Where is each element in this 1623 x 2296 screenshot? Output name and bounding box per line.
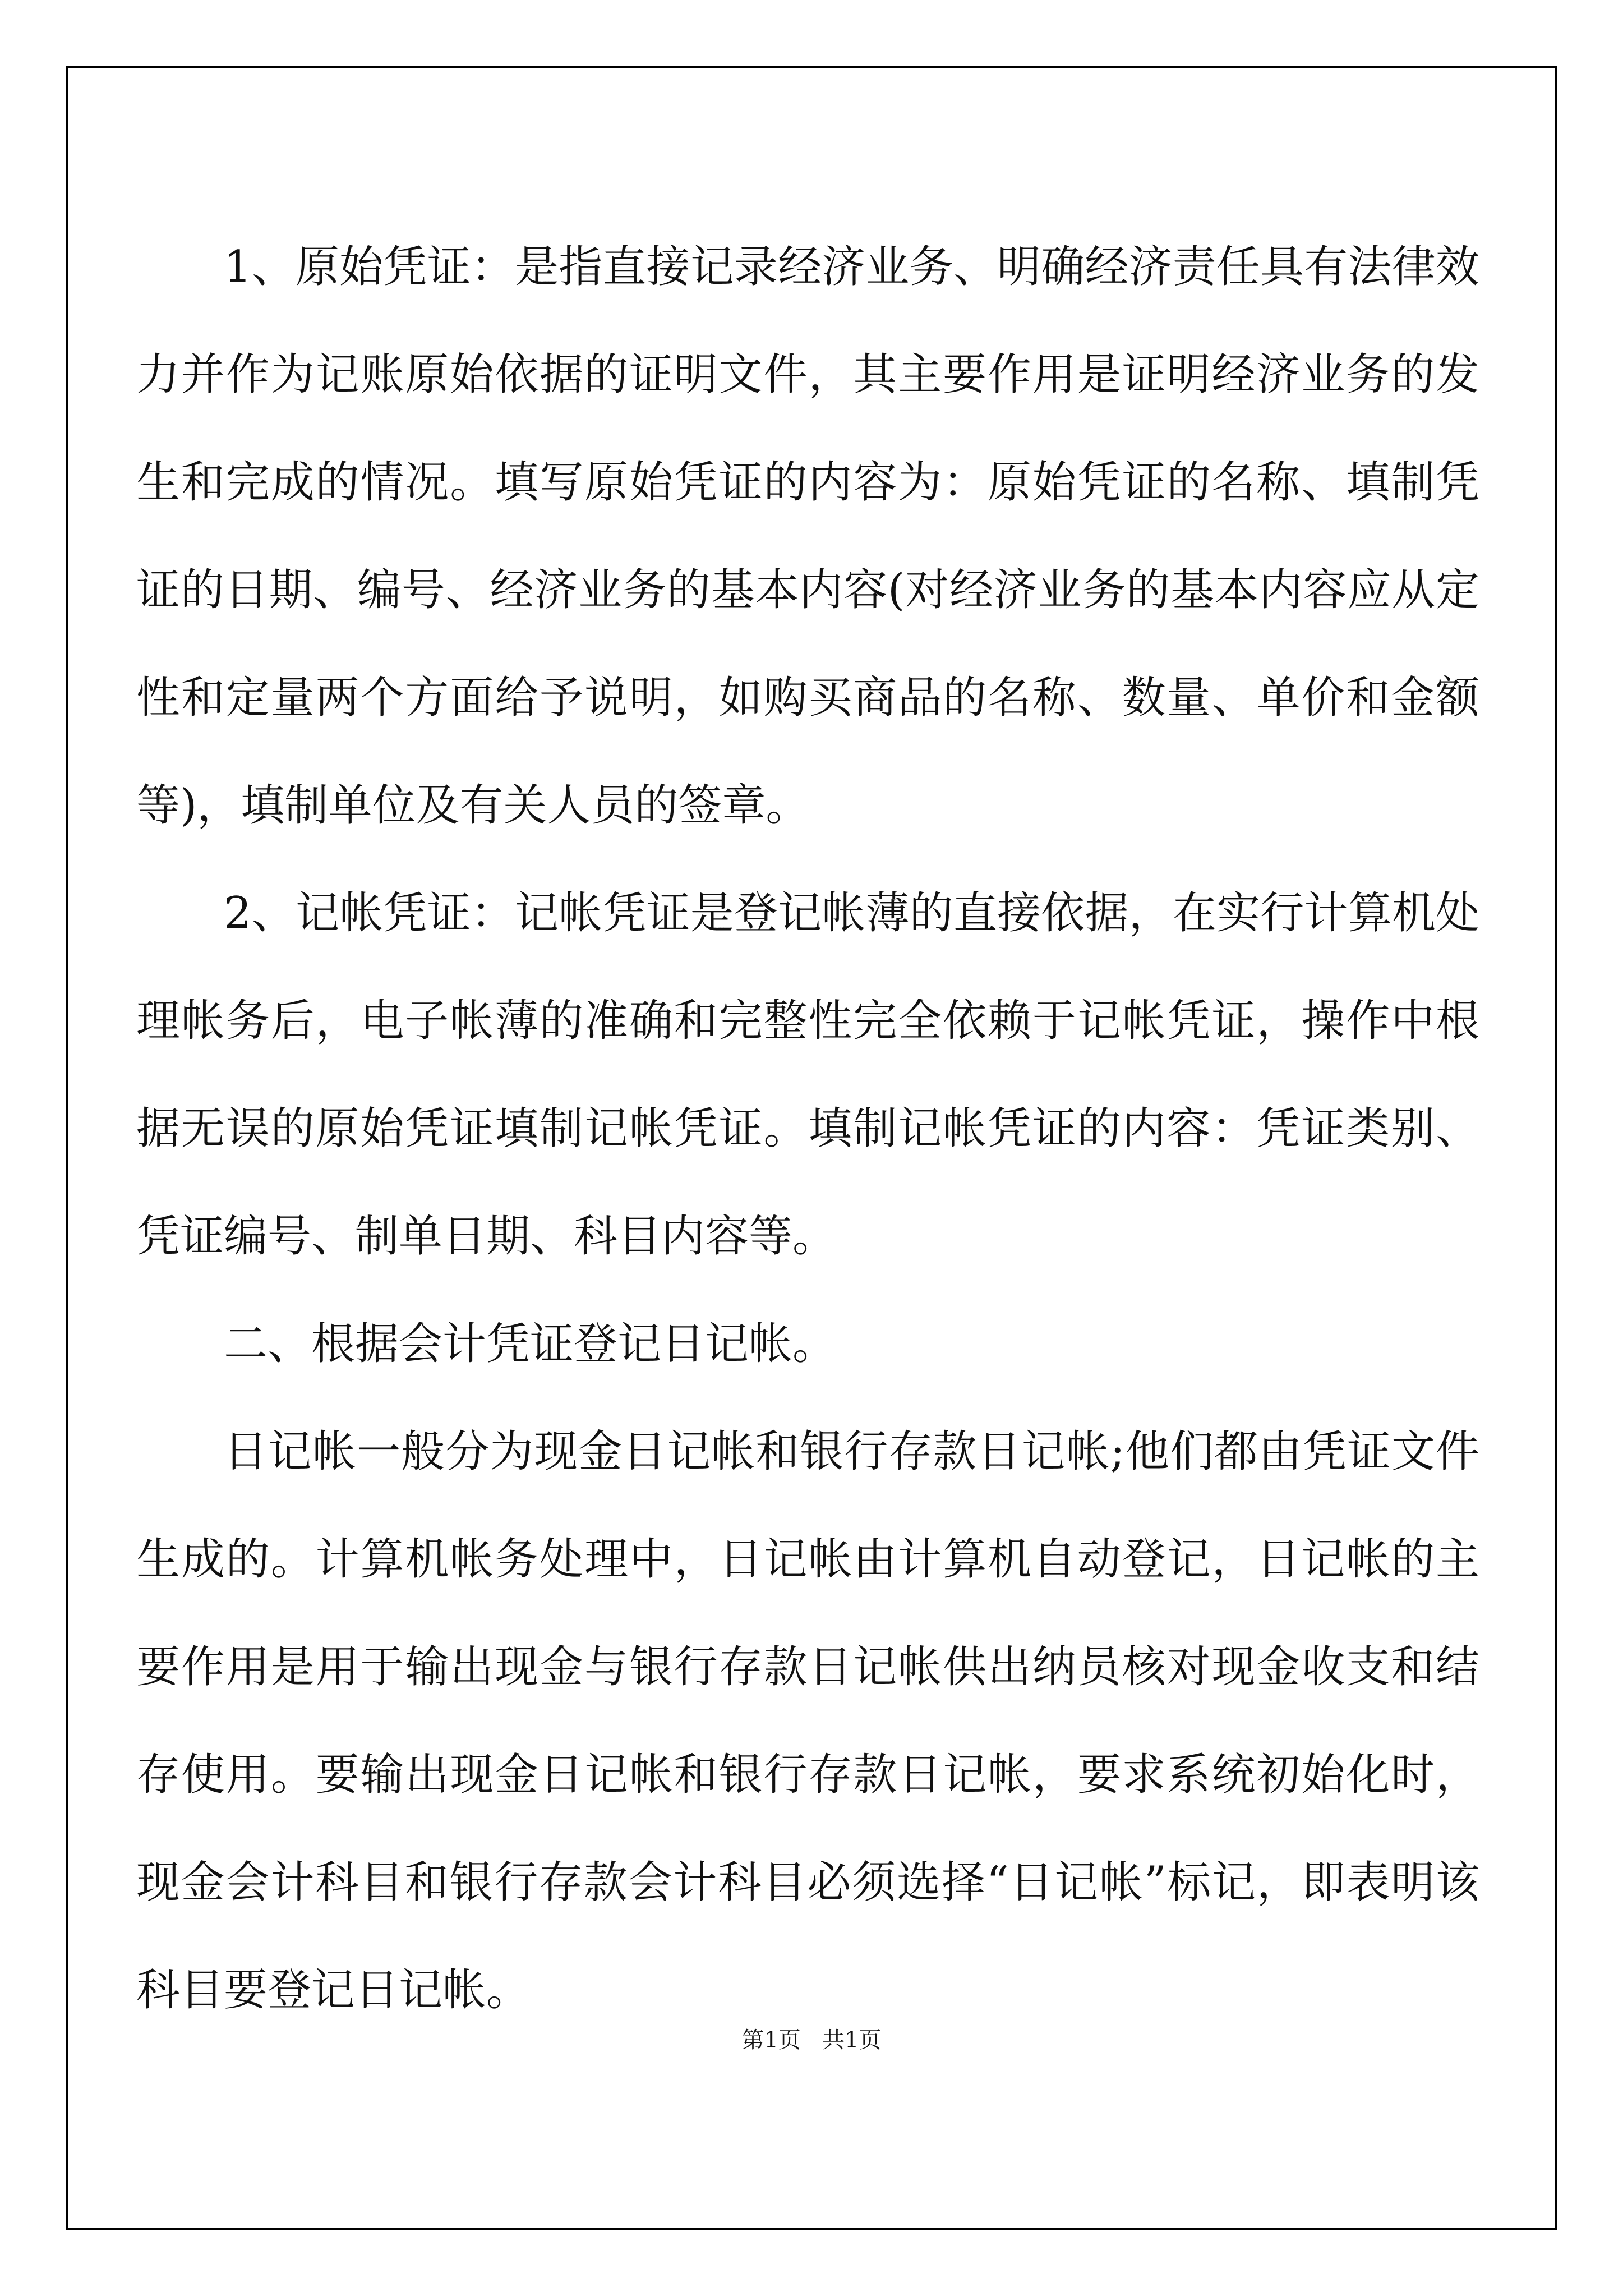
- paragraph-accounting-voucher: 2、记帐凭证：记帐凭证是登记帐薄的直接依据，在实行计算机处理帐务后，电子帐薄的准确和完整性完全依赖于记帐凭证，操作中根据无误的原始凭证填制记帐凭证。填制记帐凭证的内容：凭证类别、凭证编号、制单日期、科目内容等。: [136, 888, 1479, 1262]
- paragraph-journal: 日记帐一般分为现金日记帐和银行存款日记帐;他们都由凭证文件生成的。计算机帐务处理中，日记帐由计算机自动登记，日记帐的主要作用是用于输出现金与银行存款日记帐供出纳员核对现金收支和结存使用。要输出现金日记帐和银行存款日记帐，要求系统初始化时，现金会计科目和银行存款会计科目必须选择“日记帐”标记，即表明该科目要登记日记帐。: [136, 1427, 1480, 2016]
- section-heading-journal: 二、根据会计凭证登记日记帐。: [224, 1319, 837, 1369]
- page-number-footer: 第1页 共1页: [741, 2027, 882, 2053]
- paragraph-original-voucher: 1、原始凭证：是指直接记录经济业务、明确经济责任具有法律效力并作为记账原始依据的证明文件，其主要作用是证明经济业务的发生和完成的情况。填写原始凭证的内容为：原始凭证的名称、填制凭证的日期、编号、经济业务的基本内容(对经济业务的基本内容应从定性和定量两个方面给予说明，如购买商品的名称、数量、单价和金额等)，填制单位及有关人员的签章。: [136, 242, 1479, 831]
- document-body: [136, 213, 1479, 2044]
